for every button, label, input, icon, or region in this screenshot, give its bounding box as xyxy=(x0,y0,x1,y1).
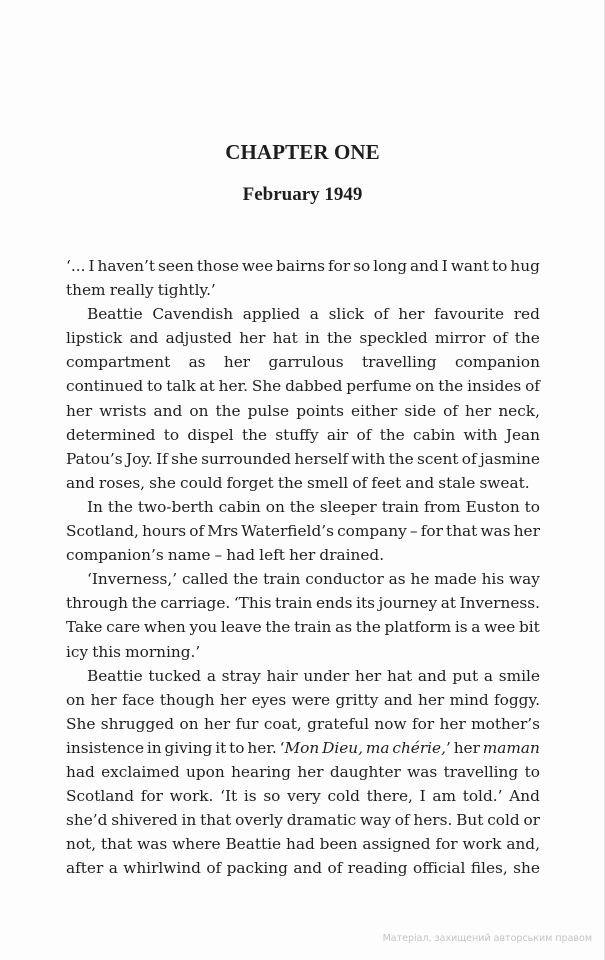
text-line: In the two-berth cabin on the sleeper train from Euston to xyxy=(87,497,540,516)
text-line: not, that was where Beattie had been assigned for work and, xyxy=(66,835,540,854)
text-line: and roses, she could forget the smell of feet and stale sweat. xyxy=(66,473,530,492)
text-line: them really tightly.’ xyxy=(66,281,216,300)
text-line: Patou’s Joy. If she surrounded herself with the scent of jasmine xyxy=(66,449,540,468)
text-line: icy this morning.’ xyxy=(66,642,201,661)
text-line: her wrists and on the pulse points either side of her neck, xyxy=(66,401,540,420)
chapter-date: February 1949 xyxy=(242,184,363,205)
text-line: Beattie tucked a stray hair under her hat and put a smile xyxy=(87,666,540,685)
text-line: had exclaimed upon hearing her daughter was travelling to xyxy=(66,762,540,781)
chapter-body xyxy=(66,254,540,880)
text-line: Take care when you leave the train as the platform is a wee bit xyxy=(66,618,540,637)
text-line: ‘... I haven’t seen those wee bairns for so long and I want to hug xyxy=(66,257,540,275)
text-line: ‘Inverness,’ called the train conductor as he made his way xyxy=(87,570,540,589)
copyright-watermark: Матеріал, захищений авторським правом xyxy=(382,933,592,944)
text-line: determined to dispel the stuffy air of the cabin with Jean xyxy=(66,425,540,444)
text-line: Beattie Cavendish applied a slick of her favourite red xyxy=(87,305,540,324)
text-line: lipstick and adjusted her hat in the speckled mirror of the xyxy=(66,329,540,348)
text-line: Scotland for work. ‘It is so very cold there, I am told.’ And xyxy=(66,787,540,806)
text-line: through the carriage. ‘This train ends its journey at Inverness. xyxy=(66,594,540,613)
text-line: continued to talk at her. She dabbed perfume on the insides of xyxy=(66,377,540,396)
text-line: companion’s name – had left her drained. xyxy=(66,546,385,565)
text-line: compartment as her garrulous travelling companion xyxy=(66,353,540,372)
text-line: after a whirlwind of packing and of reading official files, she xyxy=(66,859,540,878)
text-line: insistence in giving it to her. ‘Mon Dieu, ma chérie,’ her maman xyxy=(66,738,540,757)
text-line: she’d shivered in that overly dramatic way of hers. But cold or xyxy=(66,811,540,830)
text-line: on her face though her eyes were gritty and her mind foggy. xyxy=(66,690,540,709)
text-line: Scotland, hours of Mrs Waterfield’s company – for that was her xyxy=(66,522,540,541)
text-line: She shrugged on her fur coat, grateful now for her mother’s xyxy=(66,714,540,733)
chapter-title: CHAPTER ONE xyxy=(225,140,380,164)
